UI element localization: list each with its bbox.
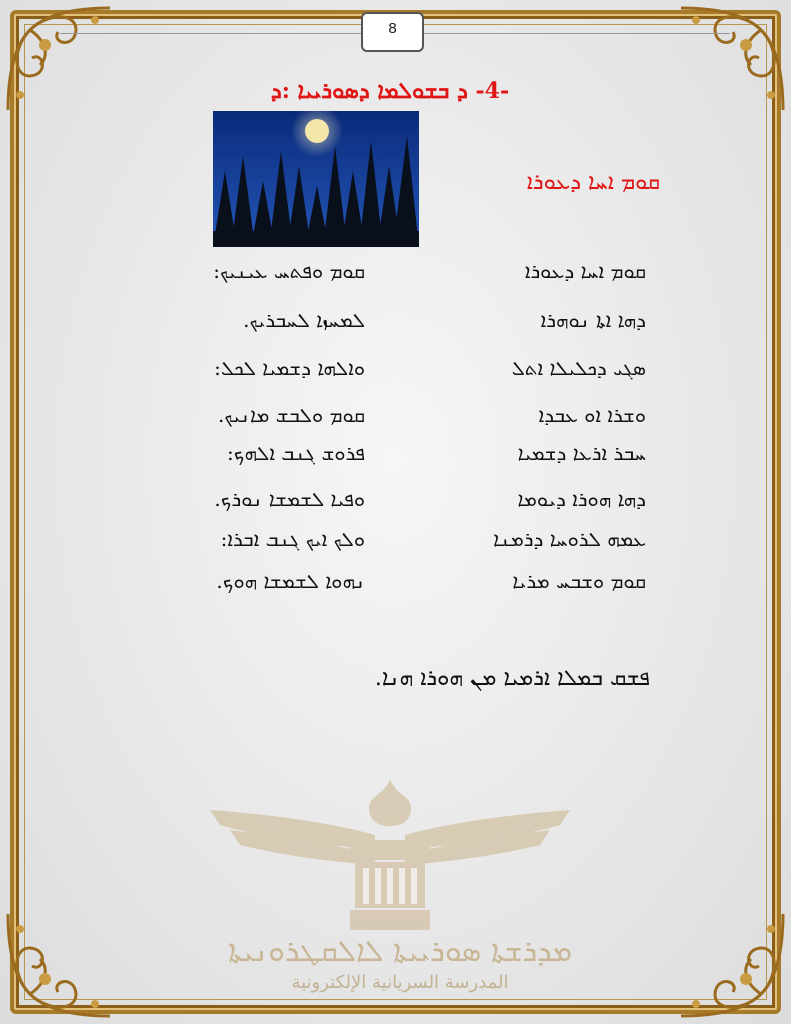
school-name-syriac: ܡܕܪܫܬܐ ܣܘܪܝܝܬܐ ܠܐܠܩܛܪܘܢܝܬܐ (227, 934, 572, 969)
verse-line: ܩܘܡ ܐܚܐ ܕܥܘܪܐ (524, 259, 646, 283)
verse-line: ܘܦܝܐ ܠܫܡܫܐ ܢܘܪܟ. (214, 487, 365, 511)
verse-line: ܢܗܘܐ ܠܫܡܫܐ ܗܘܟ. (216, 569, 365, 593)
verse-line: ܚܒܪ ܐܪܥܐ ܕܫܡܝܐ (517, 441, 646, 465)
verse-line: ܠܡܚܙܐ ܠܚܒܪܝܟ. (243, 308, 365, 332)
verse-line: ܩܘܡ ܘܠܒܫ ܡܐܢܝܟ. (218, 403, 365, 427)
corner-ornament (0, 0, 120, 120)
corner-ornament (671, 0, 791, 120)
moon-forest-image (213, 111, 419, 247)
closing-instruction: ܦܫܩ ܒܡܠܐ ܐܪܡܝܐ ܡܢ ܗܘܪܐ ܗܢܐ. (374, 666, 650, 691)
verse-line: ܘܫܪܐ ܐܘ ܥܒܕܐ (538, 403, 646, 427)
verse-line: ܩܘܡ ܘܫܒܚ ܡܪܝܐ (512, 569, 646, 593)
corner-ornament (0, 904, 120, 1024)
page-number: 8 (361, 12, 424, 52)
verse-line: ܘܐܠܗܐ ܕܫܡܝܐ ܠܟܠ: (214, 356, 365, 380)
page-heading: -4- ܕ ܒܫܘܠܡܐ ܕܣܘܪܝܝܐ :ܕ (270, 78, 510, 104)
verse-line: ܥܡܗ ܠܪܘܚܐ ܕܪܡܢܐ (493, 527, 646, 551)
verse-line: ܕܗܐ ܗܘܪܐ ܕܝܘܡܐ (517, 487, 646, 511)
school-name-arabic: المدرسة السريانية الإلكترونية (291, 972, 509, 993)
poem-title: ܩܘܡ ܐܚܐ ܕܥܘܪܐ (526, 170, 660, 195)
corner-ornament (671, 904, 791, 1024)
verse-line: ܩܘܡ ܘܦܬܚ ܥܝܢܝܟ: (213, 259, 365, 283)
verse-line: ܕܗܐ ܐܬܐ ܢܘܗܪܐ (540, 308, 646, 332)
verse-line: ܣܓܝ ܕܟܠܝܠܐ ܐܬܠ (511, 356, 646, 380)
verse-line: ܘܠܟ ܐܝܟ ܓܢܒ ܐܒܪܐ: (220, 527, 365, 551)
verse-line: ܦܪܘܫ ܓܢܒ ܐܠܗܟ: (227, 441, 365, 465)
